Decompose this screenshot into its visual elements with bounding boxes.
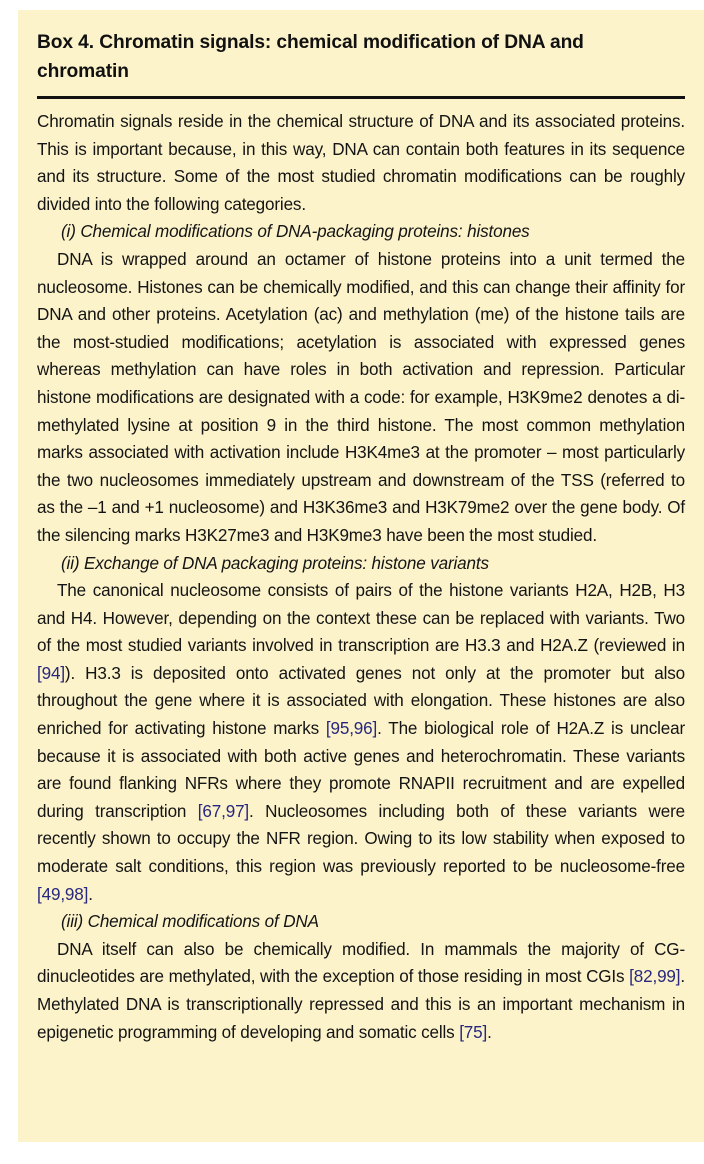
section-heading-iii: (iii) Chemical modifications of DNA: [61, 912, 319, 932]
intro-paragraph: Chromatin signals reside in the chemical structure of DNA and its associated proteins. This is important because, in this way, DNA can contain both features in its sequence and its structure. Some of the most studied chromatin modifications can be roughly divided into the following categories.: [37, 112, 685, 214]
box-inner: [18, 10, 704, 1046]
citation-link[interactable]: [67,97]: [197, 801, 250, 821]
citation-link[interactable]: [95,96]: [325, 719, 378, 739]
box-title: Box 4. Chromatin signals: chemical modification of DNA and chromatin: [37, 32, 584, 82]
title-divider: [37, 96, 685, 99]
citation-link[interactable]: [82,99]: [629, 967, 681, 987]
section-paragraph-iii: DNA itself can also be chemically modified. In mammals the majority of CG-dinucleotides are methylated, with the exception of those residing in most CGIs [82,99]. Methylated DNA is transcriptionally repressed and this is an important mechanism in epigenetic programming of developing and somatic cells [75].: [37, 939, 685, 1042]
section-heading-ii: (ii) Exchange of DNA packaging proteins: histone variants: [61, 553, 489, 573]
section-paragraph-ii: The canonical nucleosome consists of pairs of the histone variants H2A, H2B, H3 and H4. However, depending on the context these can be replaced with variants. Two of the most studied variants involved in transcription are H3.3 and H2A.Z (reviewed in [94]). H3.3 is deposited onto activated genes not only at the promoter but also throughout the gene where it is associated with elongation. These histones are also enriched for activating histone marks [95,96]. The biological role of H2A.Z is unclear because it is associated with both active genes and heterochromatin. These variants are found flanking NFRs where they promote RNAPII recruitment and are expelled during transcription [67,97]. Nucleosomes including both of these variants were recently shown to occupy the NFR region. Owing to its low stability when exposed to moderate salt conditions, this region was previously reported to be nucleosome-free [49,98].: [37, 581, 685, 904]
box-container: [18, 10, 704, 1142]
section-paragraph-i: DNA is wrapped around an octamer of histone proteins into a unit termed the nucleosome. Histones can be chemically modified, and this can change their affinity for DNA and other proteins. Acetylation (ac) and methylation (me) of the histone tails are the most-studied modifications; acetylation is associated with expressed genes whereas methylation can have roles in both activation and repression. Particular histone modifications are designated with a code: for example, H3K9me2 denotes a di-methylated lysine at position 9 in the third histone. The most common methylation marks associated with activation include H3K4me3 at the promoter – most particularly the two nucleosomes immediately upstream and downstream of the TSS (referred to as the –1 and +1 nucleosome) and H3K36me3 and H3K79me2 over the gene body. Of the silencing marks H3K27me3 and H3K9me3 have been the most studied.: [37, 249, 685, 545]
box-body: [37, 108, 685, 1046]
citation-link[interactable]: [75]: [459, 1022, 488, 1042]
citation-link[interactable]: [94]: [37, 663, 65, 683]
citation-link[interactable]: [49,98]: [37, 884, 89, 904]
section-heading-i: (i) Chemical modifications of DNA-packaging proteins: histones: [61, 222, 530, 242]
